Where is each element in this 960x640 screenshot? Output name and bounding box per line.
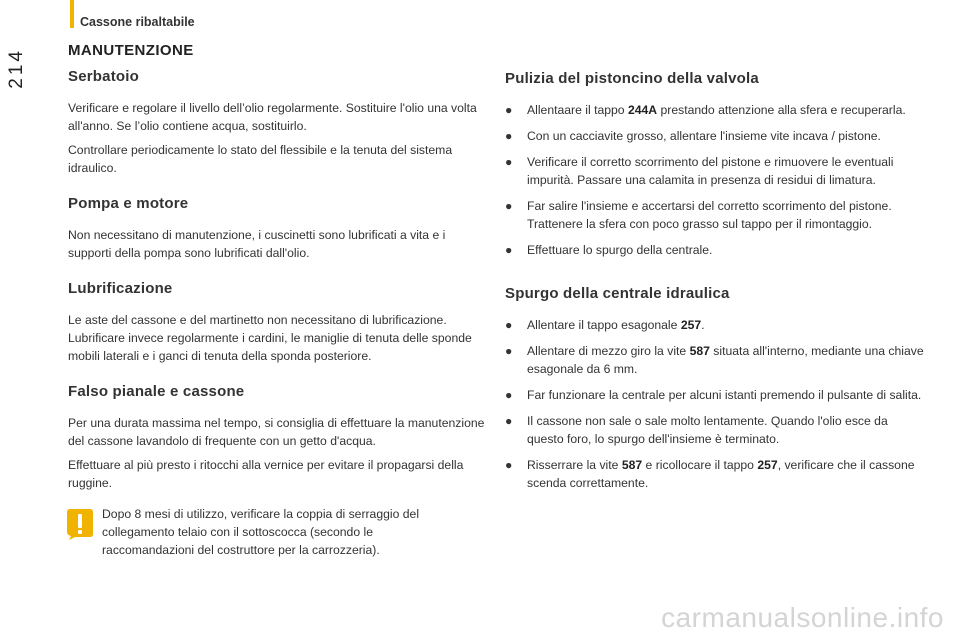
part-number: 587 [621,458,643,472]
bullet-icon: ● [505,388,513,402]
list-item [505,342,925,378]
warning-exclamation-icon [66,507,94,541]
list-item [505,101,925,119]
spurgo-section [505,285,925,492]
bullet-icon: ● [505,243,513,257]
bullet-icon: ● [505,103,513,117]
falso-pianale-paragraph-2: Effettuare al più presto i ritocchi alla vernice per evitare il propagarsi della ruggine. [68,458,464,490]
list-item [505,241,925,259]
part-number: 257 [757,458,778,472]
right-column [505,70,925,510]
item-text: Con un cacciavite grosso, allentare l'insieme vite incava / pistone. [527,129,881,143]
serbatoio-section [68,68,486,177]
item-text: Allentare il tappo esagonale [527,318,681,332]
bullet-icon: ● [505,199,513,213]
lubrificazione-section [68,280,486,365]
list-item [505,127,925,145]
lubrificazione-paragraph: Le aste del cassone e del martinetto non necessitano di lubrificazione. Lubrificare invece regolarmente i cardini, le maniglie di tenuta delle sponde mobili laterali e i ganci di tenuta della sponda posteriore. [68,313,472,363]
main-title: MANUTENZIONE [68,42,194,59]
item-text: Risserrare la vite [527,458,622,472]
item-text: Far funzionare la centrale per alcuni istanti premendo il pulsante di salita. [527,388,922,402]
spurgo-list [505,316,925,492]
pulizia-heading: Pulizia del pistoncino della valvola [505,70,759,87]
bullet-icon: ● [505,155,513,169]
falso-pianale-paragraph-1: Per una durata massima nel tempo, si consiglia di effettuare la manutenzione del cassone lavandolo di frequente con un getto d'acqua. [68,416,485,448]
part-number: 244A [627,103,658,117]
warning-note [66,505,466,565]
item-text: situata all'interno, mediante una chiave esagonale da 6 mm. [527,344,924,376]
pompa-paragraph: Non necessitano di manutenzione, i cuscinetti sono lubrificati a vita e i supporti della pompa sono lubrificati dall'olio. [68,228,446,260]
item-text: Verificare il corretto scorrimento del pistone e rimuovere le eventuali impurità. Passare una calamita in presenza di residui di limatura. [527,155,894,187]
bullet-icon: ● [505,458,513,472]
serbatoio-paragraph-1: Verificare e regolare il livello dell’olio regolarmente. Sostituire l'olio una volta all'anno. Se l’olio contiene acqua, sostituirlo. [68,101,477,133]
item-text: , verificare che il cassone scenda correttamente. [527,458,915,490]
pulizia-section [505,70,925,259]
list-item [505,386,925,404]
list-item [505,153,925,189]
part-number: 257 [680,318,702,332]
part-number: 587 [689,344,710,358]
bullet-icon: ● [505,414,513,428]
item-text: Allentaare il tappo [527,103,628,117]
item-text: prestando attenzione alla sfera e recuperarla. [657,103,906,117]
section-accent-bar [70,0,74,28]
item-text: Il cassone non sale o sale molto lentamente. Quando l'olio esce da questo foro, lo spurgo dell'insieme è terminato. [527,414,888,446]
serbatoio-paragraph-2: Controllare periodicamente lo stato del flessibile e la tenuta del sistema idraulico. [68,143,453,175]
item-text: . [701,318,705,332]
item-text: Effettuare lo spurgo della centrale. [527,243,713,257]
list-item [505,197,925,233]
page-number: 214 [6,48,27,89]
watermark-text: carmanualsonline.info [661,602,944,633]
item-text: Far salire l'insieme e accertarsi del corretto scorrimento del pistone. Trattenere la sfera con poco grasso sul tappo per il rimontaggio. [527,199,892,231]
falso-pianale-section [68,383,486,492]
pulizia-list [505,101,925,259]
spurgo-heading: Spurgo della centrale idraulica [505,285,730,302]
pompa-heading: Pompa e motore [68,195,189,212]
warning-text: Dopo 8 mesi di utilizzo, verificare la coppia di serraggio del collegamento telaio con il sottoscocca (secondo le raccomandazioni del costruttore per la carrozzeria). [102,507,420,557]
item-text: e ricollocare il tappo [642,458,758,472]
list-item [505,316,925,334]
bullet-icon: ● [505,129,513,143]
serbatoio-heading: Serbatoio [68,68,139,85]
bullet-icon: ● [505,318,513,332]
list-item [505,412,925,448]
falso-pianale-heading: Falso pianale e cassone [68,383,245,400]
item-text: Allentare di mezzo giro la vite [527,344,690,358]
bullet-icon: ● [505,344,513,358]
list-item [505,456,925,492]
left-column [68,68,486,510]
pompa-section [68,195,486,262]
lubrificazione-heading: Lubrificazione [68,280,173,297]
section-label: Cassone ribaltabile [80,15,195,29]
